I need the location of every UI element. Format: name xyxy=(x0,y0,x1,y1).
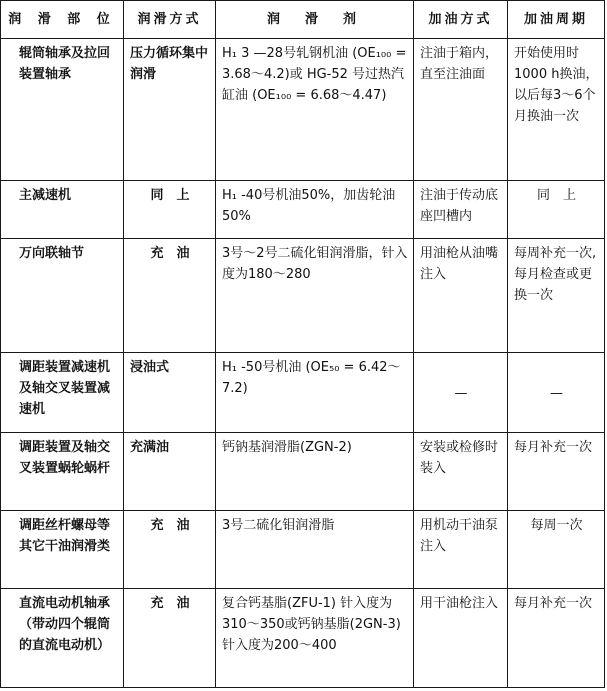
table-row xyxy=(1,353,605,433)
header-row xyxy=(1,1,605,39)
cell-lubricant: 3号～2号二硫化钼润滑脂，针入度为180～280 xyxy=(216,239,414,353)
table-row xyxy=(1,511,605,589)
cell-fill: 安装或检修时装入 xyxy=(414,433,508,511)
cell-cycle: 每周补充一次,每月检查或更换一次 xyxy=(508,239,605,353)
cell-cycle: 每月补充一次 xyxy=(508,433,605,511)
cell-method: 充满油 xyxy=(124,433,216,511)
cell-fill: 注油于箱内，直至注油面 xyxy=(414,39,508,181)
cell-method: 压力循环集中润滑 xyxy=(124,39,216,181)
cell-method: 充 油 xyxy=(124,239,216,353)
header-method: 润滑方式 xyxy=(124,1,216,39)
table-row xyxy=(1,181,605,239)
cell-method: 充 油 xyxy=(124,511,216,589)
cell-method: 浸油式 xyxy=(124,353,216,433)
cell-cycle: 开始使用时1000 h换油，以后每3～6个月换油一次 xyxy=(508,39,605,181)
cell-part: 万向联轴节 xyxy=(1,239,124,353)
cell-fill: 用干油枪注入 xyxy=(414,589,508,688)
cell-part: 直流电动机轴承（带动四个辊筒的直流电动机） xyxy=(1,589,124,688)
cell-part: 辊筒轴承及拉回装置轴承 xyxy=(1,39,124,181)
cell-part: 调距装置及轴交叉装置蜗轮蜗杆 xyxy=(1,433,124,511)
cell-lubricant: 钙钠基润滑脂(ZGN-2) xyxy=(216,433,414,511)
cell-lubricant: 复合钙基脂(ZFU-1) 针入度为310～350或钙钠基脂(2GN-3) 针入度为200～400 xyxy=(216,589,414,688)
cell-method: 充 油 xyxy=(124,589,216,688)
cell-method: 同 上 xyxy=(124,181,216,239)
cell-cycle: — xyxy=(508,353,605,433)
cell-part: 调距丝杆螺母等其它干油润滑类 xyxy=(1,511,124,589)
table-row xyxy=(1,433,605,511)
cell-fill: — xyxy=(414,353,508,433)
cell-cycle: 每月补充一次 xyxy=(508,589,605,688)
table-row xyxy=(1,589,605,688)
cell-cycle: 每周一次 xyxy=(508,511,605,589)
cell-part: 主减速机 xyxy=(1,181,124,239)
cell-fill: 用油枪从油嘴注入 xyxy=(414,239,508,353)
cell-lubricant: 3号二硫化钼润滑脂 xyxy=(216,511,414,589)
header-part: 润 滑 部 位 xyxy=(1,1,124,39)
header-lubricant: 润 滑 剂 xyxy=(216,1,414,39)
header-fill: 加油方式 xyxy=(414,1,508,39)
table-row xyxy=(1,39,605,181)
cell-part: 调距装置减速机及轴交叉装置减速机 xyxy=(1,353,124,433)
cell-lubricant: H₁ -40号机油50%，加齿轮油50% xyxy=(216,181,414,239)
cell-lubricant: H₁ 3 —28号轧钢机油 (OE₁₀₀ = 3.68～4.2)或 HG-52 号过热汽缸油 (OE₁₀₀ = 6.68～4.47) xyxy=(216,39,414,181)
cell-fill: 注油于传动底座凹槽内 xyxy=(414,181,508,239)
cell-lubricant: H₁ -50号机油 (OE₅₀ = 6.42～7.2) xyxy=(216,353,414,433)
header-cycle: 加油周期 xyxy=(508,1,605,39)
cell-fill: 用机动干油泵注入 xyxy=(414,511,508,589)
cell-cycle: 同 上 xyxy=(508,181,605,239)
table-row xyxy=(1,239,605,353)
